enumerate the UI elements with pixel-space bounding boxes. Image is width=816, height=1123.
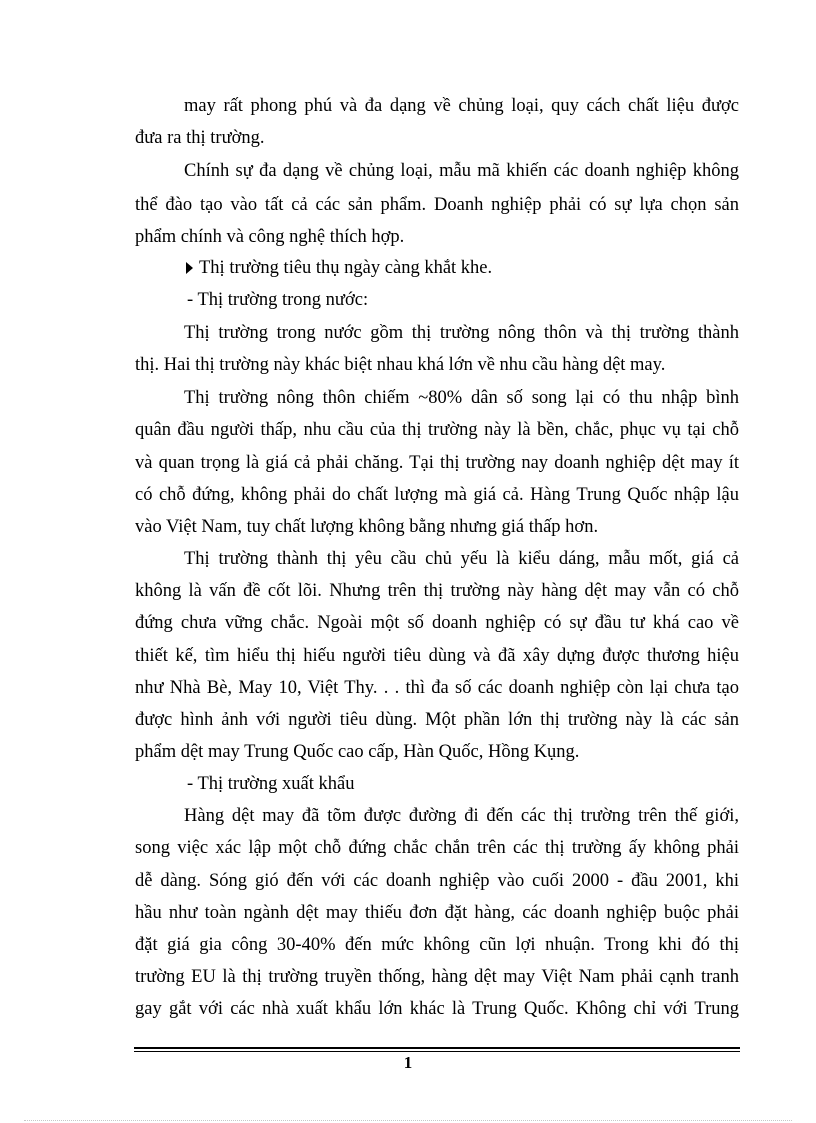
text-line: thiết kế, tìm hiểu thị hiếu người tiêu dùng và đã xây dựng được thương hiệu xyxy=(135,646,739,666)
text-line: không là vấn đề cốt lõi. Nhưng trên thị trường này hàng dệt may vẫn có chỗ xyxy=(135,581,739,601)
section-heading: - Thị trường xuất khẩu xyxy=(187,774,355,794)
text-line: Thị trường nông thôn chiếm ~80% dân số song lại có thu nhập bình xyxy=(184,388,739,408)
text-line: vào Việt Nam, tuy chất lượng không bằng nhưng giá thấp hơn. xyxy=(135,517,599,537)
text-line: dễ dàng. Sóng gió đến với các doanh nghiệp vào cuối 2000 - đầu 2001, khi xyxy=(135,871,739,891)
text-line: có chỗ đứng, không phải do chất lượng mà giá cả. Hàng Trung Quốc nhập lậu xyxy=(135,485,739,505)
page-number: 1 xyxy=(403,1053,413,1072)
text-line: trường EU là thị trường truyền thống, hàng dệt may Việt Nam phải cạnh tranh xyxy=(135,967,739,987)
bullet-text: Thị trường tiêu thụ ngày càng khắt khe. xyxy=(199,258,493,278)
text-line: Thị trường trong nước gồm thị trường nông thôn và thị trường thành xyxy=(184,323,739,343)
text-line: đứng chưa vững chắc. Ngoài một số doanh nghiệp có sự đầu tư khá cao về xyxy=(135,613,739,633)
bullet-item xyxy=(186,256,739,280)
text-line: đặt giá gia công 30-40% đến mức không cũn lợi nhuận. Trong khi đó thị xyxy=(135,935,739,955)
footer-rule xyxy=(134,1047,740,1049)
text-line: được hình ảnh với người tiêu dùng. Một phần lớn thị trường này là các sản xyxy=(135,710,739,730)
text-line: gay gắt với các nhà xuất khẩu lớn khác là Trung Quốc. Không chỉ với Trung xyxy=(135,999,739,1019)
text-line: phẩm dệt may Trung Quốc cao cấp, Hàn Quốc, Hồng Kụng. xyxy=(135,742,580,762)
text-line: như Nhà Bè, May 10, Việt Thy. . . thì đa số các doanh nghiệp còn lại chưa tạo xyxy=(135,678,739,698)
text-line: Thị trường thành thị yêu cầu chủ yếu là kiểu dáng, mẫu mốt, giá cả xyxy=(184,549,739,569)
footer-rule xyxy=(134,1051,740,1052)
text-line: thị. Hai thị trường này khác biệt nhau khá lớn về nhu cầu hàng dệt may. xyxy=(135,355,666,375)
page-edge-divider xyxy=(24,1120,792,1121)
text-line: Hàng dệt may đã tõm được đường đi đến các thị trường trên thế giới, xyxy=(184,806,739,826)
text-line: phẩm chính và công nghệ thích hợp. xyxy=(135,227,405,247)
text-line: đưa ra thị trường. xyxy=(135,128,265,148)
text-line: thể đào tạo vào tất cả các sản phẩm. Doanh nghiệp phải có sự lựa chọn sản xyxy=(135,195,739,215)
arrow-bullet-icon xyxy=(186,262,193,274)
text-line: song việc xác lập một chỗ đứng chắc chắn trên các thị trường ấy không phải xyxy=(135,838,739,858)
text-line: quân đầu người thấp, nhu cầu của thị trường này là bền, chắc, phục vụ tại chỗ xyxy=(135,420,739,440)
section-heading: - Thị trường trong nước: xyxy=(187,290,369,310)
text-line: và quan trọng là giá cả phải chăng. Tại thị trường nay doanh nghiệp dệt may ít xyxy=(135,453,739,473)
text-line: may rất phong phú và đa dạng về chủng loại, quy cách chất liệu được xyxy=(184,96,739,116)
text-line: Chính sự đa dạng về chủng loại, mẫu mã khiến các doanh nghiệp không xyxy=(184,161,739,181)
text-line: hầu như toàn ngành dệt may thiếu đơn đặt hàng, các doanh nghiệp buộc phải xyxy=(135,903,739,923)
